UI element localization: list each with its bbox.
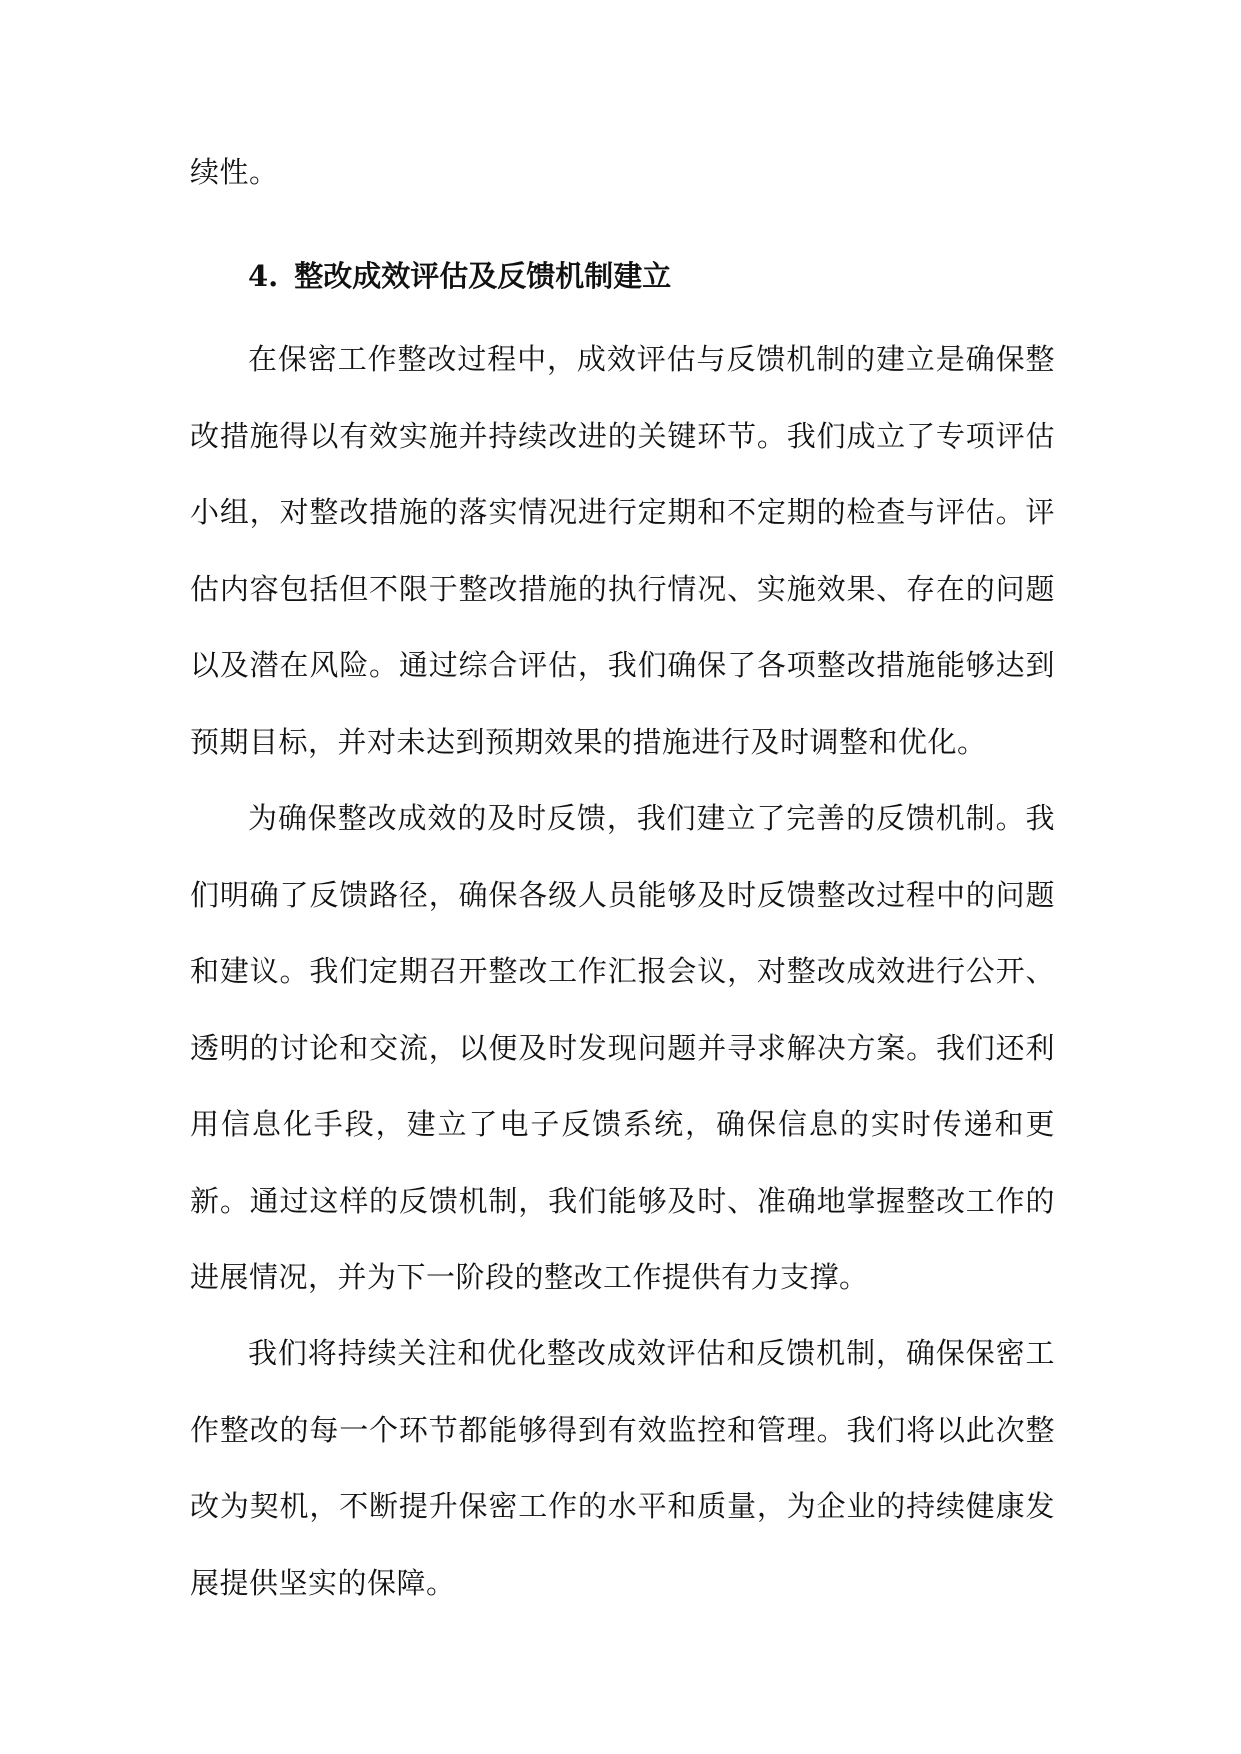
continuation-text: 续性。	[190, 155, 279, 189]
section-number: 4.	[248, 259, 279, 293]
paragraph-evaluation: 在保密工作整改过程中，成效评估与反馈机制的建立是确保整改措施得以有效实施并持续改进的关键环节。我们成立了专项评估小组，对整改措施的落实情况进行定期和不定期的检查与评估。评估内容包括但不限于整改措施的执行情况、实施效果、存在的问题以及潜在风险。通过综合评估，我们确保了各项整改措施能够达到预期目标，并对未达到预期效果的措施进行及时调整和优化。	[190, 342, 1055, 759]
paragraph-conclusion: 我们将持续关注和优化整改成效评估和反馈机制，确保保密工作整改的每一个环节都能够得到有效监控和管理。我们将以此次整改为契机，不断提升保密工作的水平和质量，为企业的持续健康发展提供坚实的保障。	[190, 1336, 1055, 1600]
paragraph-feedback: 为确保整改成效的及时反馈，我们建立了完善的反馈机制。我们明确了反馈路径，确保各级人员能够及时反馈整改过程中的问题和建议。我们定期召开整改工作汇报会议，对整改成效进行公开、透明的讨论和交流，以便及时发现问题并寻求解决方案。我们还利用信息化手段，建立了电子反馈系统，确保信息的实时传递和更新。通过这样的反馈机制，我们能够及时、准确地掌握整改工作的进展情况，并为下一阶段的整改工作提供有力支撑。	[190, 801, 1055, 1294]
section-heading	[248, 252, 671, 300]
section-title: 整改成效评估及反馈机制建立	[294, 259, 672, 293]
